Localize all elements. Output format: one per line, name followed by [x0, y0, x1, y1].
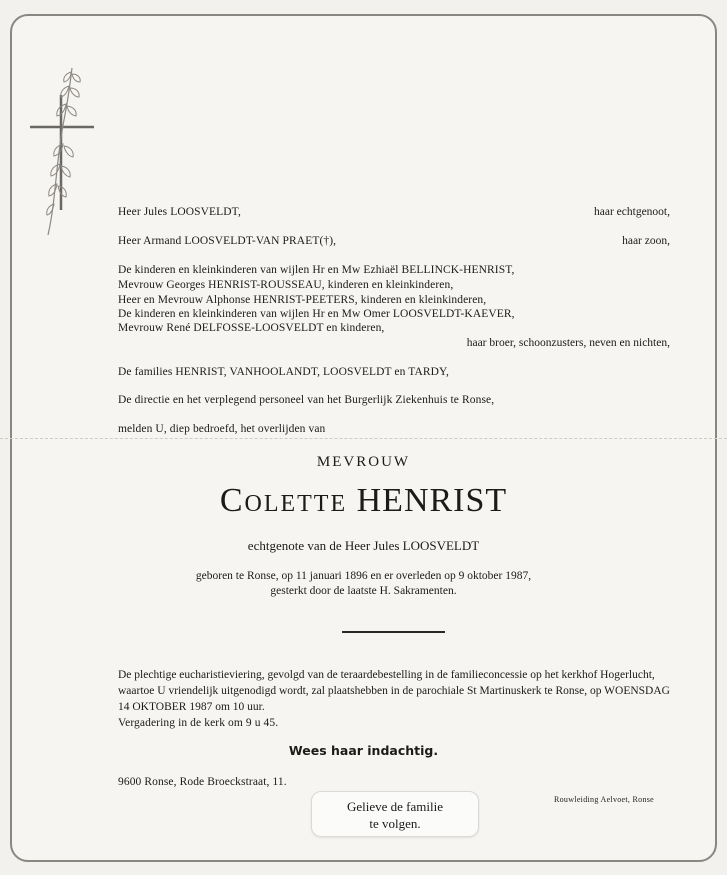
relation-siblings: haar broer, schoonzusters, neven en nichten, — [466, 337, 670, 349]
deceased-title: MEVROUW — [316, 454, 411, 470]
spouse-line: echtgenote van de Heer Jules LOOSVELDT — [247, 538, 480, 553]
siblings-line: Mevrouw Georges HENRIST-ROUSSEAU, kinderen en kleinkinderen, — [118, 279, 454, 291]
follow-family-note — [311, 791, 479, 837]
follow-family-line: te volgen. — [369, 816, 421, 831]
relation-son: haar zoon, — [622, 235, 670, 247]
deceased-last-name: HENRIST — [356, 482, 508, 519]
ceremony-text: De plechtige eucharistieviering, gevolgd van de teraardebestelling in de familieconcessie op het kerkhof Hogerlucht, waartoe U vriendelijk uitgenodigd wordt, zal plaatshebben in de parochiale St Martinuskerk te Ronse, op WOENSDAG 14 OKTOBER 1987 om 10 uur. — [118, 669, 670, 713]
follow-family-line: Gelieve de familie — [346, 799, 443, 814]
sacraments-line: gesterkt door de laatste H. Sakramenten. — [270, 585, 457, 597]
deceased-first-name: Colette — [219, 482, 348, 519]
divider — [342, 631, 445, 633]
announce-line: melden U, diep bedroefd, het overlijden van — [118, 423, 326, 435]
families-line: De families HENRIST, VANHOOLANDT, LOOSVELDT en TARDY, — [118, 366, 449, 378]
gathering-line: Vergadering in de kerk om 9 u 45. — [118, 717, 279, 729]
remember-line: Wees haar indachtig. — [288, 743, 439, 758]
born-line — [0, 569, 727, 599]
family-line-husband: Heer Jules LOOSVELDT, — [118, 206, 241, 218]
fold-line — [0, 438, 727, 439]
deceased-name — [0, 482, 727, 520]
relation-husband: haar echtgenoot, — [594, 206, 670, 218]
cross-with-palm-icon — [26, 60, 106, 240]
birth-death-line: geboren te Ronse, op 11 januari 1896 en er overleden op 9 oktober 1987, — [195, 570, 532, 582]
siblings-line: De kinderen en kleinkinderen van wijlen Hr en Mw Ezhiaël BELLINCK-HENRIST, — [118, 264, 515, 276]
undertaker-credit: Rouwleiding Aelvoet, Ronse — [554, 795, 655, 804]
siblings-line: Mevrouw René DELFOSSE-LOOSVELDT en kinderen, — [118, 322, 385, 334]
hospital-line: De directie en het verplegend personeel van het Burgerlijk Ziekenhuis te Ronse, — [118, 394, 495, 406]
address-line: 9600 Ronse, Rode Broeckstraat, 11. — [118, 776, 287, 788]
family-line-son: Heer Armand LOOSVELDT-VAN PRAET(†), — [118, 235, 337, 247]
siblings-line: De kinderen en kleinkinderen van wijlen Hr en Mw Omer LOOSVELDT-KAEVER, — [118, 308, 515, 320]
siblings-line: Heer en Mevrouw Alphonse HENRIST-PEETERS, kinderen en kleinkinderen, — [118, 294, 487, 306]
